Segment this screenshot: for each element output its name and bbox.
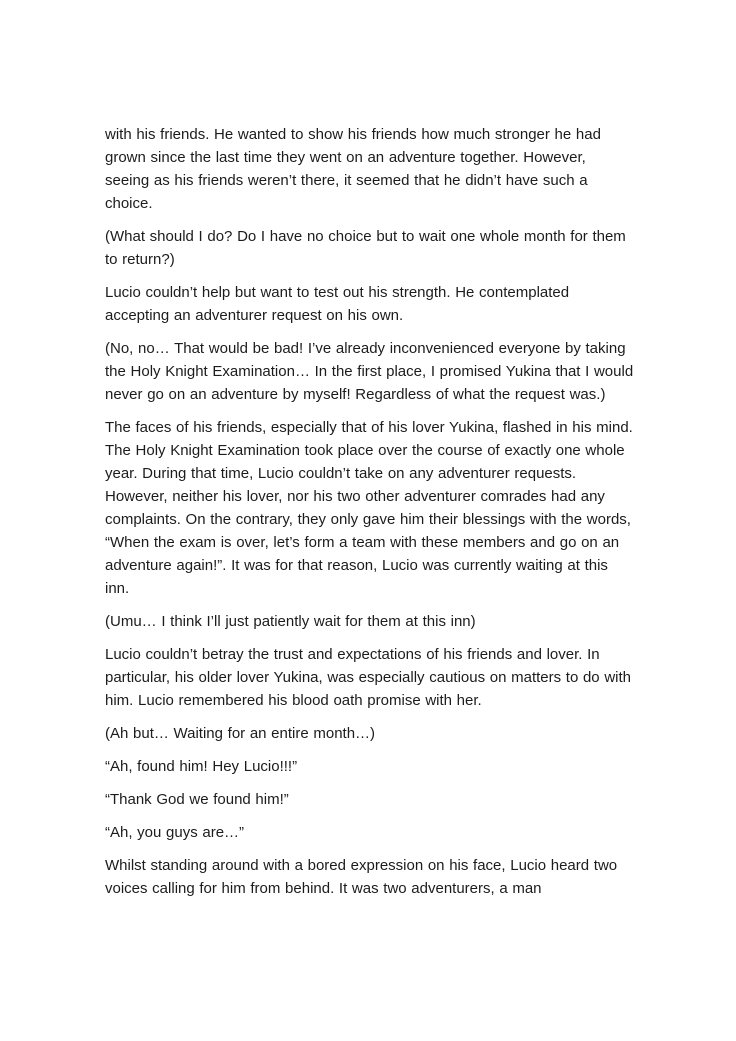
paragraph-narration: The faces of his friends, especially that of his lover Yukina, flashed in his mind. The Holy Knight Examination took place over the course of exactly one whole year. During that time, Lucio couldn’t take on any adventurer requests. However, neither his lover, nor his two other adventurer comrades had any complaints. On the contrary, they only gave him their blessings with the words, “When the exam is over, let’s form a team with these members and go on an adventure again!”. It was for that reason, Lucio was currently waiting at this inn. bbox=[105, 419, 633, 597]
paragraph-thought: (Ah but… Waiting for an entire month…) bbox=[105, 725, 376, 742]
paragraph-thought: (Umu… I think I’ll just patiently wait for them at this inn) bbox=[105, 613, 476, 630]
paragraph-thought: (No, no… That would be bad! I’ve already inconvenienced everyone by taking the Holy Knight Examination… In the first place, I promised Yukina that I would never go on an adventure by myself! Regardless of what the request was.) bbox=[105, 340, 634, 403]
paragraph-dialogue: “Ah, found him! Hey Lucio!!!” bbox=[105, 758, 298, 775]
paragraph-narration: Whilst standing around with a bored expression on his face, Lucio heard two voices calling for him from behind. It was two adventurers, a man bbox=[105, 857, 618, 897]
paragraph-narration: with his friends. He wanted to show his friends how much stronger he had grown since the last time they went on an adventure together. However, seeing as his friends weren’t there, it seemed that he didn’t have such a choice. bbox=[105, 126, 601, 212]
paragraph-narration: Lucio couldn’t help but want to test out his strength. He contemplated accepting an adventurer request on his own. bbox=[105, 284, 570, 324]
paragraph-dialogue: “Ah, you guys are…” bbox=[105, 824, 245, 841]
text-block bbox=[105, 123, 634, 910]
paragraph-thought: (What should I do? Do I have no choice but to wait one whole month for them to return?) bbox=[105, 228, 626, 268]
paragraph-narration: Lucio couldn’t betray the trust and expectations of his friends and lover. In particular, his older lover Yukina, was especially cautious on matters to do with him. Lucio remembered his blood oath promise with her. bbox=[105, 646, 631, 709]
paragraph-dialogue: “Thank God we found him!” bbox=[105, 791, 289, 808]
